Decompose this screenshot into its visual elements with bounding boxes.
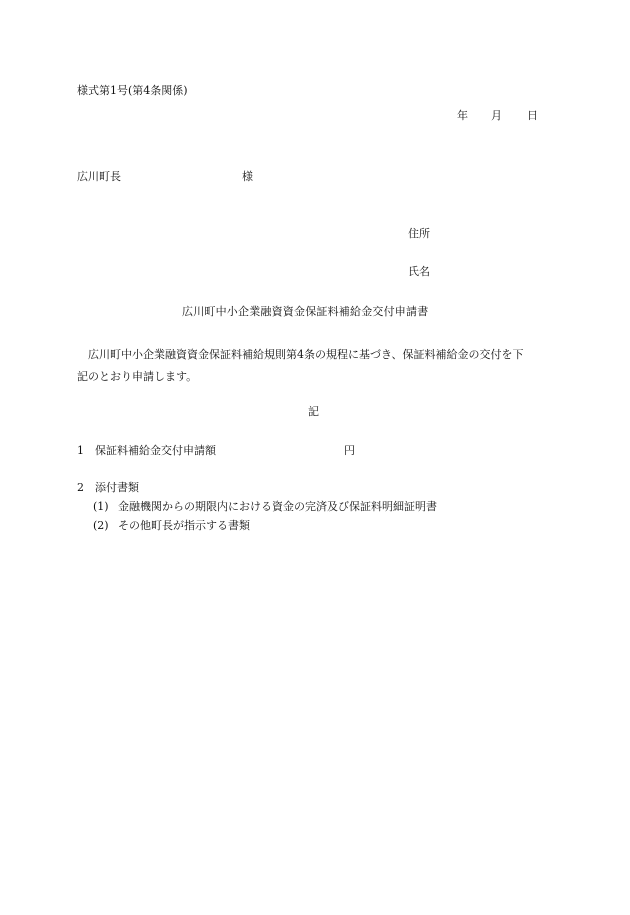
applicant-name-label: 氏名 xyxy=(408,265,430,278)
date-day-label: 日 xyxy=(527,109,538,122)
addressee-name: 広川町長 xyxy=(77,170,121,183)
item-2-label: 添付書類 xyxy=(95,481,139,494)
date-month-label: 月 xyxy=(491,109,502,122)
item-1-label: 保証料補給金交付申請額 xyxy=(95,444,216,457)
addressee-honorific: 様 xyxy=(242,170,253,183)
date-year-label: 年 xyxy=(457,109,468,122)
attachment-2-text: その他町長が指示する書類 xyxy=(118,519,250,532)
item-1-number: 1 xyxy=(77,444,84,457)
form-number: 様式第1号(第4条関係) xyxy=(77,84,188,97)
ki-heading: 記 xyxy=(308,405,319,418)
document-title: 広川町中小企業融資資金保証料補給金交付申請書 xyxy=(182,305,429,318)
body-paragraph-line-1 xyxy=(77,348,524,362)
attachment-1-text: 金融機関からの期限内における資金の完済及び保証料明細証明書 xyxy=(118,500,437,513)
applicant-address-label: 住所 xyxy=(408,227,430,240)
attachment-1-number: (1) xyxy=(93,500,109,513)
body-paragraph-line-2: 記のとおり申請します。 xyxy=(77,370,198,383)
attachment-2-number: (2) xyxy=(93,519,109,532)
item-2-number: 2 xyxy=(77,481,84,494)
item-1-unit: 円 xyxy=(344,444,355,457)
body-line-1-text: 広川町中小企業融資資金保証料補給規則第4条の規程に基づき、保証料補給金の交付を下 xyxy=(88,348,524,361)
